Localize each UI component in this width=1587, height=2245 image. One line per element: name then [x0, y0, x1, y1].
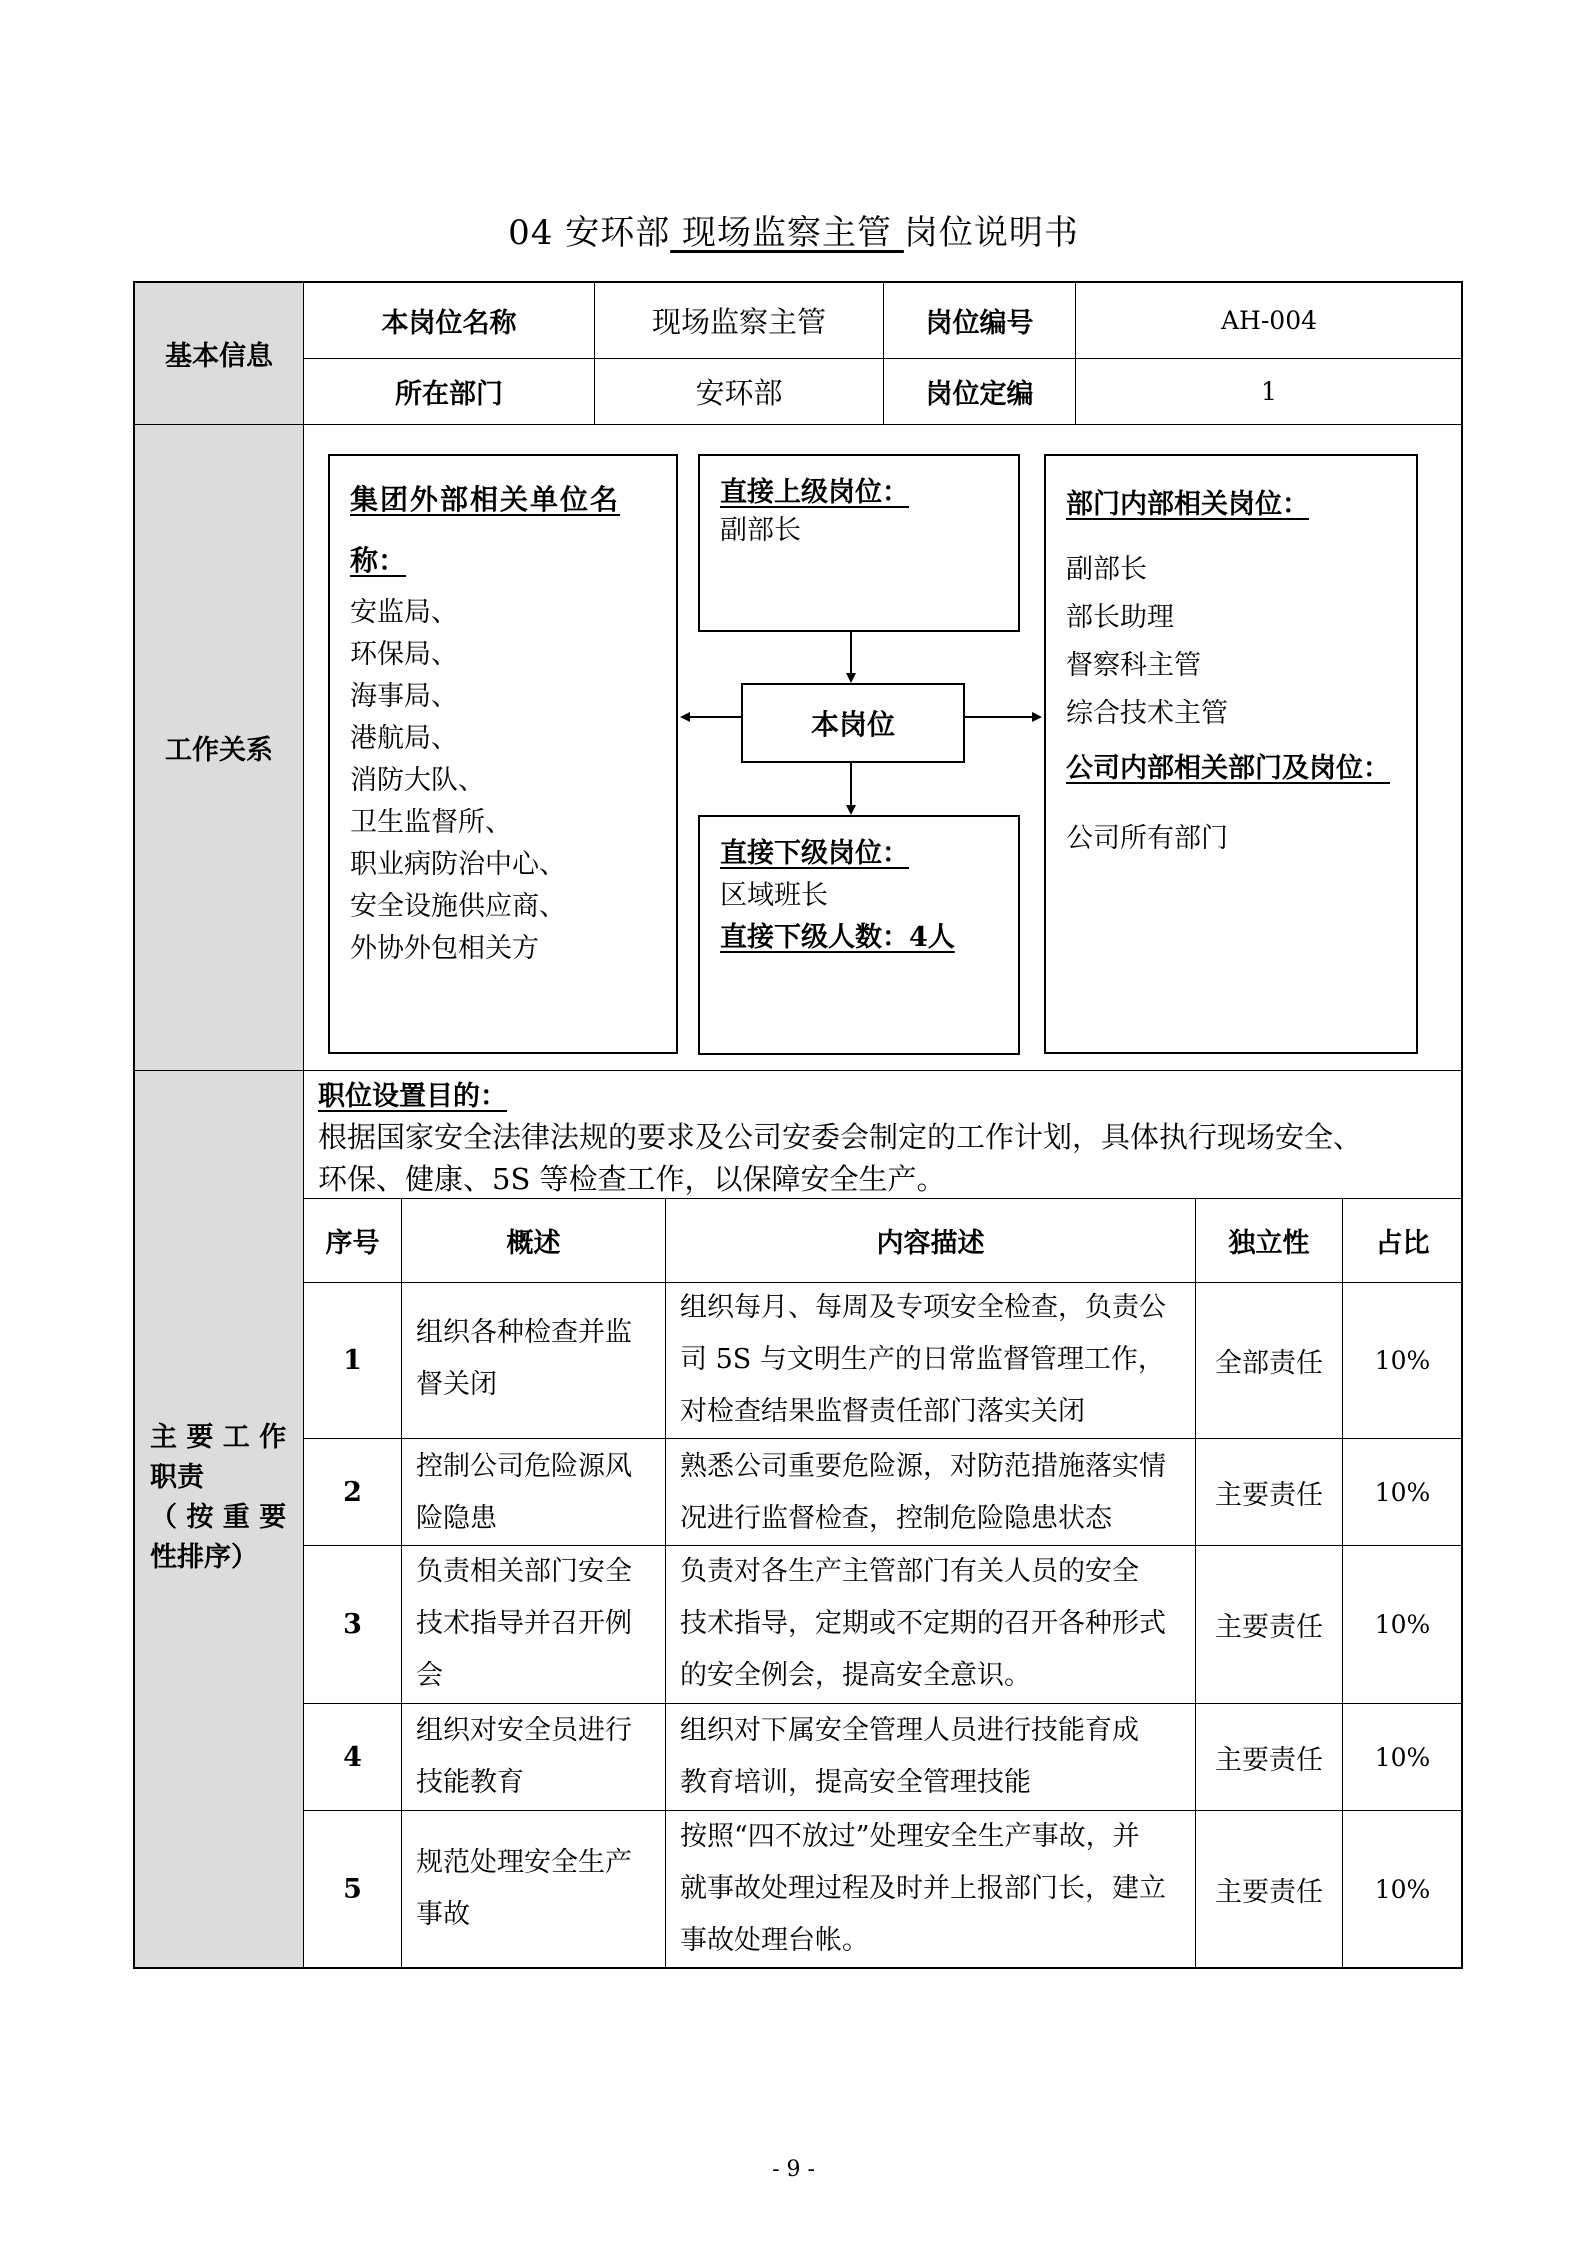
- text-line: 组织对下属安全管理人员进行技能育成: [680, 1715, 1139, 1746]
- company-positions-title: 公司内部相关部门及岗位：: [1066, 753, 1390, 784]
- text-line: 熟悉公司重要危险源，对防范措施落实情: [680, 1451, 1166, 1482]
- row-4-independence: 主要责任: [1215, 1744, 1323, 1776]
- self-position-box: 本岗位: [741, 683, 965, 763]
- col-line: [401, 1198, 402, 1969]
- main-duties-label: [150, 1418, 300, 1578]
- list-item: 部长助理: [1066, 602, 1174, 633]
- row-2-summary: [416, 1441, 632, 1545]
- purpose-text: [318, 1116, 1362, 1200]
- row-4-ratio: 10%: [1374, 1742, 1431, 1772]
- basic-info-label: 基本信息: [165, 341, 273, 372]
- list-item: 安全设施供应商、: [350, 891, 566, 922]
- row-2-ratio: 10%: [1374, 1477, 1431, 1507]
- row-5-summary: [416, 1837, 632, 1941]
- purpose-line: 根据国家安全法律法规的要求及公司安委会制定的工作计划，具体执行现场安全、: [318, 1120, 1363, 1154]
- row-1-content: [680, 1282, 1166, 1438]
- subordinate-box: [698, 815, 1020, 1055]
- duties-label-line: （ 按 重 要: [150, 1502, 287, 1533]
- text-line: 况进行监督检查，控制危险隐患状态: [680, 1503, 1112, 1534]
- page-number: - 9 -: [772, 2157, 815, 2182]
- row-3-independence: 主要责任: [1215, 1612, 1323, 1643]
- row-4-summary: [416, 1705, 632, 1809]
- list-item: 消防大队、: [350, 765, 485, 796]
- row-1-independence: 全部责任: [1215, 1348, 1323, 1379]
- list-item: 环保局、: [350, 639, 458, 670]
- superior-title: 直接上级岗位：: [720, 477, 909, 508]
- text-line: 组织对安全员进行: [416, 1715, 632, 1746]
- header-no: 序号: [325, 1228, 380, 1259]
- text-line: 负责对各生产主管部门有关人员的安全: [680, 1556, 1139, 1587]
- list-item: 港航局、: [350, 723, 458, 754]
- list-item: 副部长: [1066, 554, 1147, 585]
- subordinate-value: 区域班长: [720, 880, 828, 911]
- text-line: 按照“四不放过”处理安全生产事故，并: [680, 1821, 1140, 1852]
- position-name-label: 本岗位名称: [381, 308, 517, 339]
- row-2-content: [680, 1441, 1166, 1545]
- row-5-ratio: 10%: [1374, 1874, 1431, 1904]
- title-prefix: 04 安环部: [508, 213, 671, 253]
- external-units-box: [328, 454, 678, 1054]
- purpose-line: 环保、健康、5S 等检查工作，以保障安全生产。: [318, 1162, 946, 1196]
- header-independence: 独立性: [1228, 1228, 1310, 1259]
- col-line: [665, 1198, 666, 1969]
- text-line: 规范处理安全生产: [416, 1847, 632, 1878]
- superior-box: [698, 454, 1020, 632]
- list-item: 职业病防治中心、: [350, 849, 566, 880]
- text-line: 技术指导，定期或不定期的召开各种形式: [680, 1608, 1166, 1639]
- subordinate-title: 直接下级岗位：: [720, 838, 909, 869]
- duties-label-line: 性排序）: [150, 1542, 258, 1573]
- text-line: 教育培训，提高安全管理技能: [680, 1767, 1031, 1798]
- internal-positions-list: [1066, 546, 1228, 738]
- duties-label-line: 职责: [150, 1462, 204, 1493]
- subordinate-count: 直接下级人数：4人: [720, 922, 955, 953]
- text-line: 对检查结果监督责任部门落实关闭: [680, 1396, 1085, 1427]
- list-item: 外协外包相关方: [350, 933, 539, 964]
- work-relations-label: 工作关系: [165, 735, 273, 766]
- internal-positions-box: [1044, 454, 1418, 1054]
- title-position: 现场监察主管: [682, 213, 893, 253]
- list-item: 综合技术主管: [1066, 698, 1228, 729]
- row-2-no: 2: [343, 1476, 362, 1508]
- header-content: 内容描述: [876, 1228, 985, 1259]
- row-5-content: [680, 1811, 1166, 1967]
- row-4-content: [680, 1705, 1139, 1809]
- text-line: 组织每月、每周及专项安全检查，负责公: [680, 1292, 1166, 1323]
- purpose-title: 职位设置目的：: [318, 1081, 507, 1112]
- superior-value: 副部长: [720, 515, 801, 546]
- position-name-value: 现场监察主管: [651, 305, 826, 339]
- row-3-no: 3: [343, 1609, 362, 1640]
- external-units-title-2: 称：: [350, 544, 407, 577]
- position-code-label: 岗位编号: [925, 308, 1034, 339]
- text-line: 事故: [416, 1899, 470, 1930]
- row-5-independence: 主要责任: [1215, 1876, 1323, 1908]
- text-line: 会: [416, 1660, 443, 1691]
- row-1-no: 1: [343, 1345, 362, 1376]
- list-item: 海事局、: [350, 681, 458, 712]
- text-line: 技术指导并召开例: [416, 1608, 632, 1639]
- department-value: 安环部: [695, 376, 783, 410]
- text-line: 就事故处理过程及时并上报部门长，建立: [680, 1873, 1166, 1904]
- text-line: 控制公司危险源风: [416, 1451, 632, 1482]
- row-4-no: 4: [343, 1741, 362, 1773]
- basic-info-bottom-line: [133, 424, 1463, 425]
- external-units-title-1: 集团外部相关单位名: [350, 483, 621, 516]
- title-suffix: 岗位说明书: [903, 213, 1079, 253]
- relations-bottom-line: [133, 1070, 1463, 1071]
- external-units-list: [350, 592, 566, 970]
- quota-value: 1: [1261, 377, 1277, 406]
- duties-label-line: 主 要 工 作: [150, 1422, 287, 1453]
- text-line: 负责相关部门安全: [416, 1556, 632, 1587]
- department-label: 所在部门: [395, 379, 503, 410]
- text-line: 技能教育: [416, 1767, 524, 1798]
- quota-label: 岗位定编: [925, 379, 1034, 410]
- row-1-summary: [416, 1307, 632, 1411]
- header-ratio: 占比: [1375, 1228, 1430, 1259]
- row-3-ratio: 10%: [1374, 1610, 1431, 1639]
- text-line: 督关闭: [416, 1369, 497, 1400]
- row-1-ratio: 10%: [1374, 1346, 1431, 1375]
- list-item: 卫生监督所、: [350, 807, 512, 838]
- list-item: 督察科主管: [1066, 650, 1201, 681]
- row-2-independence: 主要责任: [1215, 1479, 1323, 1511]
- text-line: 组织各种检查并监: [416, 1317, 632, 1348]
- position-code-value: AH-004: [1220, 306, 1318, 335]
- row-3-summary: [416, 1546, 632, 1702]
- internal-positions-title: 部门内部相关岗位：: [1066, 489, 1309, 520]
- text-line: 的安全例会，提高安全意识。: [680, 1660, 1031, 1691]
- row-3-content: [680, 1546, 1166, 1702]
- company-positions-value: 公司所有部门: [1066, 823, 1228, 854]
- row-5-no: 5: [343, 1873, 362, 1905]
- text-line: 事故处理台帐。: [680, 1925, 869, 1956]
- page-title: [0, 205, 1587, 254]
- list-item: 安监局、: [350, 597, 458, 628]
- text-line: 险隐患: [416, 1503, 497, 1534]
- text-line: 司 5S 与文明生产的日常监督管理工作，: [680, 1344, 1165, 1375]
- header-summary: 概述: [506, 1228, 561, 1259]
